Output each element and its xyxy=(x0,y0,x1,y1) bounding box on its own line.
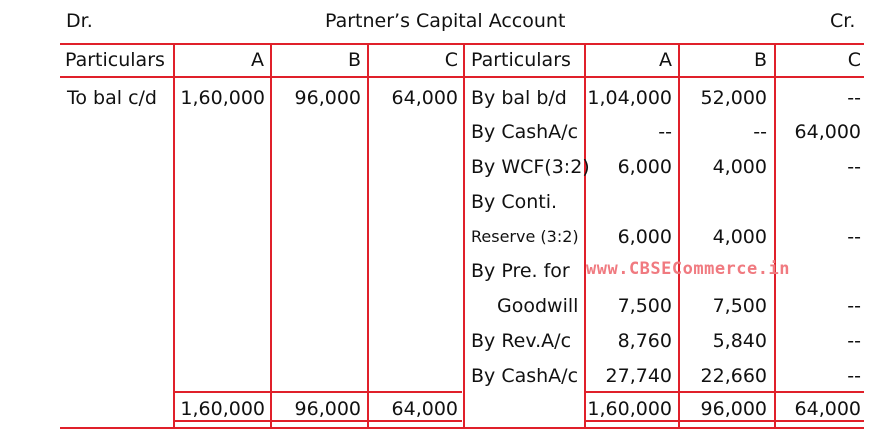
right-row-particulars: By Pre. for xyxy=(471,260,570,282)
col-divider-right-particulars xyxy=(584,43,586,429)
right-row-particulars: By bal b/d xyxy=(471,87,567,109)
header-rule xyxy=(60,76,864,78)
right-row-a: 6,000 xyxy=(617,156,672,178)
bottom-rule xyxy=(60,427,864,429)
right-row-b: 22,660 xyxy=(700,365,767,387)
right-row-c: -- xyxy=(847,156,861,178)
right-row-b: 4,000 xyxy=(712,156,767,178)
left-header-c: C xyxy=(444,49,458,71)
left-total-b: 96,000 xyxy=(294,398,361,420)
right-row-a: 1,04,000 xyxy=(587,87,672,109)
right-header-c: C xyxy=(847,49,861,71)
left-row-b: 96,000 xyxy=(294,87,361,109)
right-total-top-rule xyxy=(585,391,864,393)
left-row-c: 64,000 xyxy=(391,87,458,109)
right-row-b: 52,000 xyxy=(700,87,767,109)
right-row-c: -- xyxy=(847,330,861,352)
right-header-a: A xyxy=(659,49,672,71)
right-row-particulars: By Rev.A/c xyxy=(471,330,572,352)
col-divider-center xyxy=(463,43,465,429)
right-row-particulars: By CashA/c xyxy=(471,121,579,143)
right-row-b: 5,840 xyxy=(712,330,767,352)
account-title: Partner’s Capital Account xyxy=(325,10,566,32)
watermark: www.CBSECommerce.in xyxy=(586,259,790,279)
right-total-b: 96,000 xyxy=(700,398,767,420)
right-total-a: 1,60,000 xyxy=(587,398,672,420)
col-divider-left-a xyxy=(270,43,272,429)
right-row-c: -- xyxy=(847,365,861,387)
right-row-particulars: By Conti. xyxy=(471,191,558,213)
right-row-a: 6,000 xyxy=(617,226,672,248)
right-row-a: 27,740 xyxy=(605,365,672,387)
right-row-particulars: Goodwill xyxy=(497,295,579,317)
left-row-particulars: To bal c/d xyxy=(67,87,157,109)
col-divider-left-particulars xyxy=(173,43,175,429)
top-rule xyxy=(60,43,864,45)
right-row-particulars: By WCF(3:2) xyxy=(471,156,590,178)
col-divider-right-a xyxy=(678,43,680,429)
right-row-b: 4,000 xyxy=(712,226,767,248)
right-total-c: 64,000 xyxy=(794,398,861,420)
right-row-c: -- xyxy=(847,87,861,109)
right-row-particulars: By CashA/c xyxy=(471,365,579,387)
left-total-a: 1,60,000 xyxy=(180,398,265,420)
left-total-top-rule xyxy=(174,391,462,393)
right-row-b: -- xyxy=(753,121,767,143)
right-row-particulars: Reserve (3:2) xyxy=(471,227,579,246)
cr-label: Cr. xyxy=(830,10,856,32)
left-header-a: A xyxy=(251,49,264,71)
col-divider-left-b xyxy=(367,43,369,429)
right-row-c: 64,000 xyxy=(794,121,861,143)
left-row-a: 1,60,000 xyxy=(180,87,265,109)
right-header-particulars: Particulars xyxy=(471,49,571,71)
left-header-b: B xyxy=(347,49,361,71)
right-row-c: -- xyxy=(847,226,861,248)
left-header-particulars: Particulars xyxy=(65,49,165,71)
right-row-a: -- xyxy=(658,121,672,143)
left-total-c: 64,000 xyxy=(391,398,458,420)
right-header-b: B xyxy=(753,49,767,71)
right-row-b: 7,500 xyxy=(712,295,767,317)
right-row-c: -- xyxy=(847,295,861,317)
dr-label: Dr. xyxy=(66,10,93,32)
right-row-a: 7,500 xyxy=(617,295,672,317)
col-divider-right-b xyxy=(774,43,776,429)
right-row-a: 8,760 xyxy=(617,330,672,352)
